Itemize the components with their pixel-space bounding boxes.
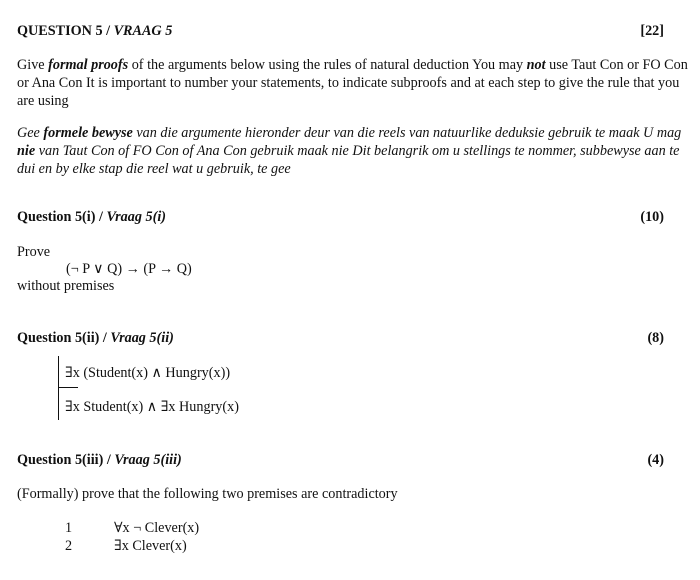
instructions-en-emphasis-2: not bbox=[526, 57, 546, 73]
question-5iii-intro: (Formally) prove that the following two premises are contradictory bbox=[17, 486, 398, 502]
instructions-en-text-3: use Taut Con or FO Con or Ana Con It is important to number your statements, to indicate subproofs and at each step to give the rule that you are using bbox=[17, 57, 688, 109]
question-title-afr: VRAAG 5 bbox=[113, 23, 173, 39]
question-5ii-conclusion: ∃x Student(x) ∧ ∃x Hungry(x) bbox=[65, 399, 239, 415]
question-5iii-heading-en: Question 5(iii) / bbox=[17, 452, 115, 468]
question-total-marks: [22] bbox=[640, 23, 664, 39]
question-5i-heading-afr: Vraag 5(i) bbox=[106, 209, 166, 225]
instructions-afr-emphasis-2: nie bbox=[17, 143, 36, 159]
question-5i-marks: (10) bbox=[640, 209, 664, 225]
question-5i-heading bbox=[17, 208, 166, 226]
premise-number: 1 bbox=[65, 520, 73, 536]
question-5i-without-premises: without premises bbox=[17, 278, 115, 294]
question-5ii-premise: ∃x (Student(x) ∧ Hungry(x)) bbox=[65, 365, 231, 381]
question-5iii-marks: (4) bbox=[647, 452, 664, 468]
question-5i-formula: (¬ P ∨ Q) → (P → Q) bbox=[66, 261, 192, 277]
question-title-en: QUESTION 5 / bbox=[17, 23, 114, 39]
instructions-english bbox=[17, 56, 695, 110]
question-5i-prove-label: Prove bbox=[17, 244, 51, 260]
instructions-en-text-2: of the arguments below using the rules of natural deduction You may bbox=[128, 57, 527, 73]
instructions-afrikaans bbox=[17, 124, 695, 178]
question-5ii-marks: (8) bbox=[647, 330, 664, 346]
instructions-afr-text-1: Gee bbox=[17, 125, 44, 141]
premise-formula: ∀x ¬ Clever(x) bbox=[114, 520, 200, 536]
fitch-premise-rule bbox=[58, 387, 78, 388]
question-title bbox=[17, 22, 172, 40]
question-5ii-heading-afr: Vraag 5(ii) bbox=[110, 330, 174, 346]
question-5ii-heading-en: Question 5(ii) / bbox=[17, 330, 111, 346]
question-5iii-heading-afr: Vraag 5(iii) bbox=[114, 452, 182, 468]
question-5i-heading-en: Question 5(i) / bbox=[17, 209, 107, 225]
instructions-afr-text-3: van Taut Con of FO Con of Ana Con gebruik maak nie Dit belangrik om u stellings te nommer, subbewyse aan te dui en by elke stap die reel wat u gebruik, te gee bbox=[17, 143, 680, 177]
instructions-en-text-1: Give bbox=[17, 57, 49, 73]
instructions-afr-emphasis-1: formele bewyse bbox=[43, 125, 133, 141]
question-5ii-heading bbox=[17, 329, 174, 347]
instructions-afr-text-2: van die argumente hieronder deur van die reels van natuurlike deduksie gebruik te maak U mag bbox=[132, 125, 682, 141]
fitch-proof-bar bbox=[58, 356, 59, 420]
premise-number: 2 bbox=[65, 538, 73, 554]
question-5iii-heading bbox=[17, 451, 182, 469]
premise-formula: ∃x Clever(x) bbox=[114, 538, 187, 554]
instructions-en-emphasis-1: formal proofs bbox=[48, 57, 129, 73]
